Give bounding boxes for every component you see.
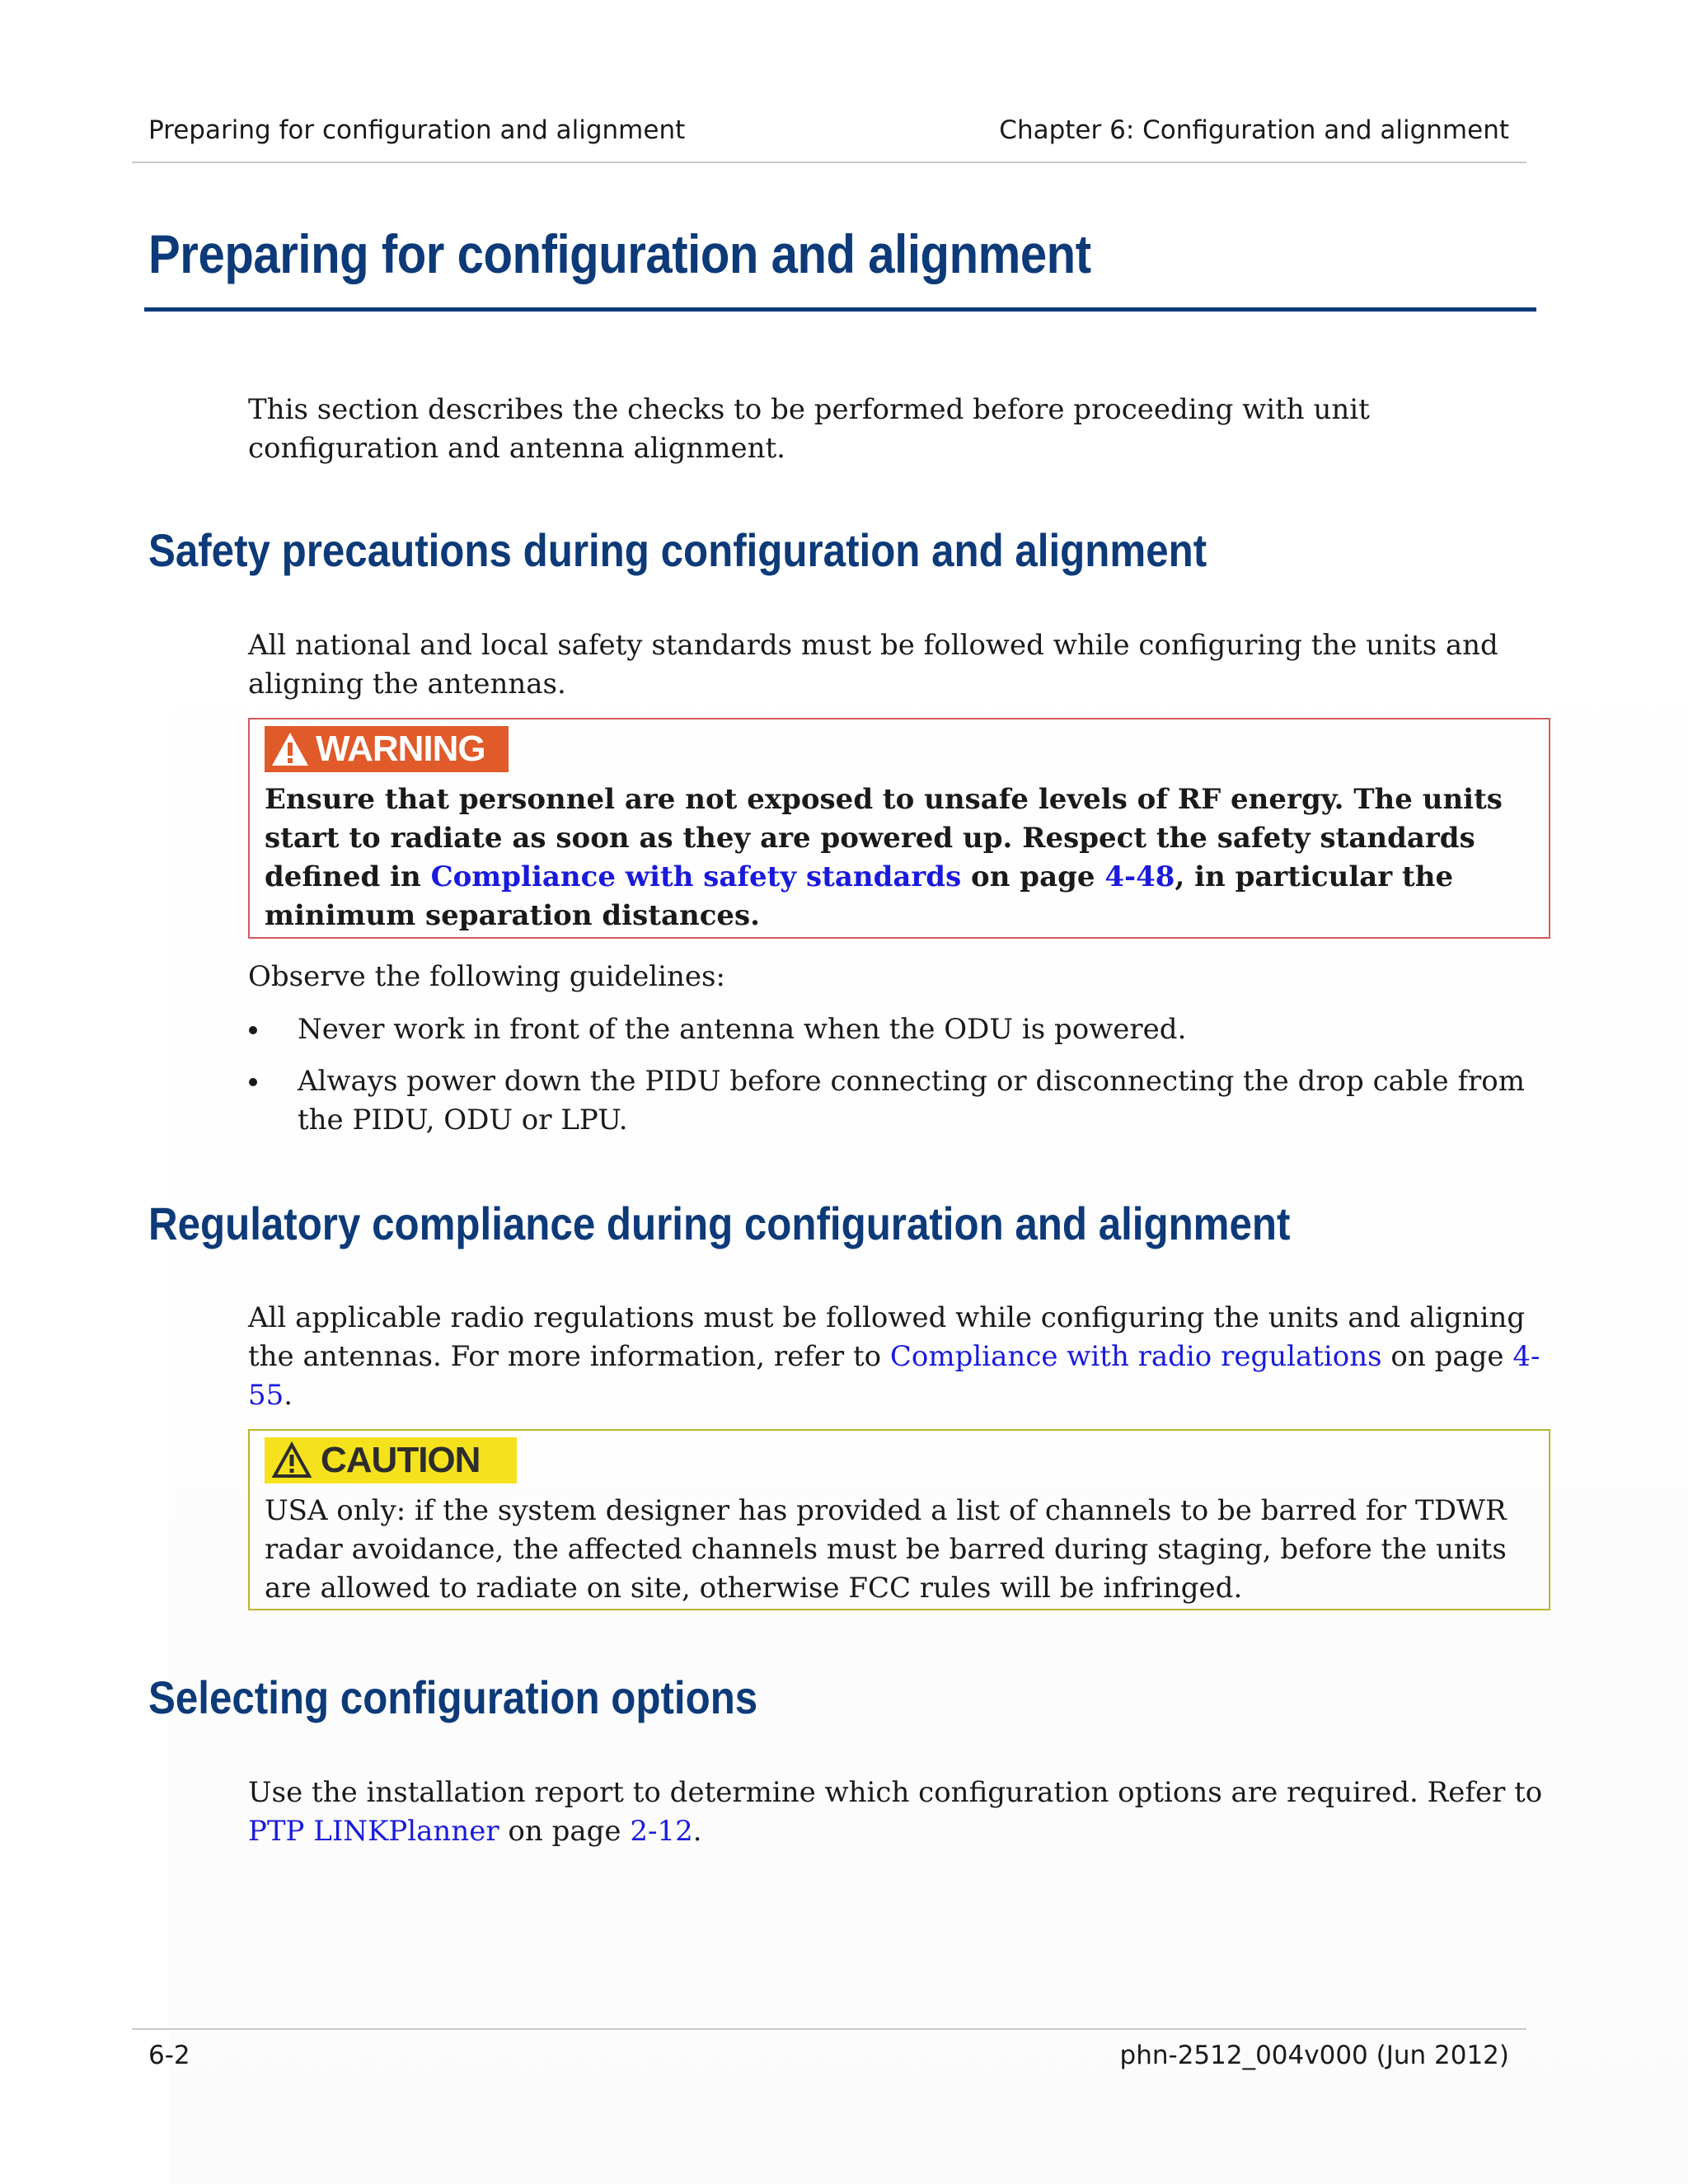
footer-rule <box>132 2028 1526 2030</box>
regulatory-line: All applicable radio regulations must be followed while configuring the units and aligning <box>248 1301 1526 1334</box>
warning-box <box>248 718 1550 939</box>
warning-line: minimum separation distances. <box>265 899 761 932</box>
warning-text-segment: , in particular the <box>1175 860 1454 893</box>
caution-line: are allowed to radiate on site, otherwise FCC rules will be infringed. <box>265 1572 1243 1605</box>
page-number: 6-2 <box>148 2041 190 2070</box>
running-header-left: Preparing for configuration and alignment <box>148 115 686 145</box>
link-page-2-12[interactable]: 2-12 <box>630 1815 693 1848</box>
link-page-4-48[interactable]: 4-48 <box>1104 860 1175 893</box>
document-id: phn-2512_004v000 (Jun 2012) <box>1119 2041 1509 2070</box>
safety-paragraph <box>248 626 1550 704</box>
warning-text-segment: defined in <box>265 860 431 893</box>
selecting-line <box>248 1812 1567 1851</box>
warning-line: Ensure that personnel are not exposed to unsafe levels of RF energy. The units <box>265 783 1503 816</box>
bullet-line: the PIDU, ODU or LPU. <box>298 1104 628 1137</box>
warning-label: WARNING <box>316 729 485 769</box>
link-compliance-radio-regulations[interactable]: Compliance with radio regulations <box>889 1340 1382 1373</box>
bullet-item <box>298 1062 1559 1140</box>
bullet-icon <box>249 1078 257 1086</box>
warning-line: start to radiate as soon as they are powered up. Respect the safety standards <box>265 822 1475 855</box>
selecting-line: Use the installation report to determine which configuration options are required. Refer to <box>248 1776 1543 1809</box>
guidelines-intro: Observe the following guidelines: <box>248 960 725 993</box>
running-header-right: Chapter 6: Configuration and alignment <box>999 115 1509 145</box>
section-heading-safety: Safety precautions during configuration and alignment <box>148 524 1207 576</box>
regulatory-paragraph <box>248 1299 1567 1415</box>
caution-triangle-icon <box>271 1441 312 1479</box>
link-page-4-55-part1[interactable]: 4- <box>1512 1340 1540 1373</box>
regulatory-text-segment: the antennas. For more information, refer to <box>248 1340 890 1373</box>
selecting-text-segment: . <box>692 1815 702 1848</box>
link-compliance-safety-standards[interactable]: Compliance with safety standards <box>430 860 962 893</box>
regulatory-text-segment: on page <box>1381 1340 1513 1373</box>
selecting-text-segment: on page <box>499 1815 631 1848</box>
regulatory-line <box>248 1338 1567 1376</box>
caution-line: USA only: if the system designer has provided a list of channels to be barred for TDWR <box>265 1494 1507 1527</box>
warning-text <box>265 780 1542 935</box>
title-rule <box>144 307 1536 312</box>
regulatory-line <box>248 1376 1567 1415</box>
page-title: Preparing for configuration and alignment <box>148 223 1091 284</box>
caution-badge <box>265 1437 517 1483</box>
intro-line: This section describes the checks to be performed before proceeding with unit <box>248 393 1370 426</box>
selecting-paragraph <box>248 1774 1567 1851</box>
warning-badge <box>265 726 509 772</box>
regulatory-text-segment: . <box>284 1379 293 1412</box>
warning-text-segment: on page <box>961 860 1105 893</box>
safety-line: All national and local safety standards must be followed while configuring the units and <box>248 629 1498 662</box>
caution-text <box>265 1492 1542 1608</box>
caution-box <box>248 1429 1550 1610</box>
section-heading-regulatory: Regulatory compliance during configuration and alignment <box>148 1197 1291 1249</box>
link-page-4-55-part2[interactable]: 55 <box>248 1379 284 1412</box>
header-rule <box>132 162 1526 163</box>
section-heading-selecting: Selecting configuration options <box>148 1671 758 1723</box>
bullet-line: Always power down the PIDU before connecting or disconnecting the drop cable from <box>298 1065 1526 1098</box>
bullet-item <box>298 1010 1559 1049</box>
warning-triangle-icon <box>270 730 311 768</box>
bullet-line: Never work in front of the antenna when the ODU is powered. <box>298 1013 1187 1046</box>
bullet-icon <box>249 1026 257 1034</box>
intro-paragraph <box>248 391 1550 468</box>
intro-line: configuration and antenna alignment. <box>248 432 785 465</box>
link-ptp-linkplanner[interactable]: PTP LINKPlanner <box>248 1815 499 1848</box>
caution-label: CAUTION <box>321 1440 481 1480</box>
caution-line: radar avoidance, the affected channels must be barred during staging, before the units <box>265 1533 1507 1566</box>
warning-line <box>265 858 1542 897</box>
safety-line: aligning the antennas. <box>248 668 566 701</box>
